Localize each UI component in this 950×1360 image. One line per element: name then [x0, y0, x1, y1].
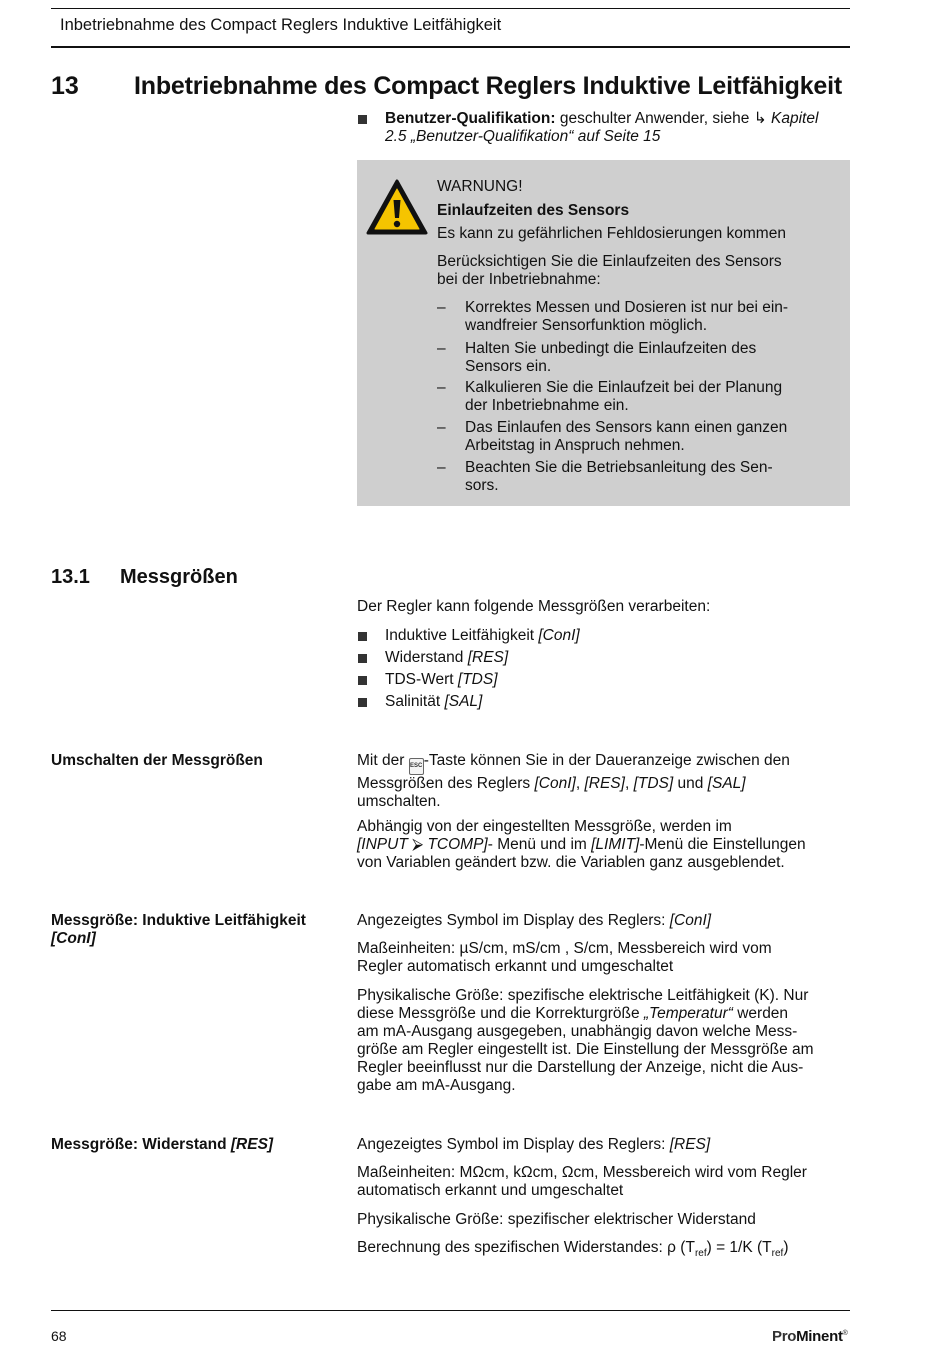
- bullet-square-icon: [358, 676, 367, 685]
- resistance-formula: Berechnung des spezifischen Widerstandes: ρ $(T_{ref}) = 1/K$ $(T_{ref})$: [357, 1239, 789, 1260]
- qualification-label: Benutzer-Qualifikation:: [385, 110, 556, 127]
- link-arrow-icon: ↳: [753, 110, 767, 127]
- page-number: 68: [51, 1328, 67, 1344]
- warning-intro-line2: bei der Inbetriebnahme:: [437, 271, 601, 288]
- warning-subheading: Einlaufzeiten des Sensors: [437, 202, 630, 219]
- section-title: Messgrößen: [120, 566, 238, 588]
- bullet-square-icon: [358, 115, 367, 124]
- bullet-square-icon: [358, 698, 367, 707]
- footer-rule: [51, 1310, 850, 1311]
- section-intro: Der Regler kann folgende Messgrößen verarbeiten:: [357, 598, 711, 615]
- chapter-number: 13: [51, 72, 79, 100]
- header-top-rule: [51, 8, 850, 9]
- resistance-symbol: Angezeigtes Symbol im Display des Reglers: [RES]: [357, 1136, 711, 1153]
- running-header: Inbetriebnahme des Compact Reglers Induktive Leitfähigkeit: [60, 16, 502, 34]
- warning-intro-line1: Berücksichtigen Sie die Einlaufzeiten des Sensors: [437, 253, 782, 270]
- warning-triangle-icon: [365, 178, 429, 236]
- esc-key-icon: ESC: [409, 758, 424, 775]
- switching-paragraph-2: Abhängig von der eingestellten Messgröße, werden im [INPUT ⮚ TCOMP]- Menü und im [LIMIT]-Menü die Einstellungen von Variablen geändert bzw. die Variablen ganz ausgeblendet.: [357, 818, 806, 871]
- brand-logo: ProMinent®: [772, 1328, 848, 1345]
- side-label-switching: Umschalten der Messgrößen: [51, 752, 263, 769]
- bullet-square-icon: [358, 632, 367, 641]
- resistance-units: Maßeinheiten: MΩcm, kΩcm, Ωcm, Messbereich wird vom Regler automatisch erkannt und umgeschaltet: [357, 1164, 807, 1199]
- section-number: 13.1: [51, 566, 90, 588]
- warning-consequence: Es kann zu gefährlichen Fehldosierungen kommen: [437, 225, 786, 242]
- resistance-physics: Physikalische Größe: spezifischer elektrischer Widerstand: [357, 1211, 756, 1228]
- menu-arrow-icon: ⮚: [412, 836, 424, 853]
- side-label-resistance: Messgröße: Widerstand [RES]: [51, 1136, 274, 1153]
- chapter-title: Inbetriebnahme des Compact Reglers Induktive Leitfähigkeit: [134, 72, 843, 100]
- side-label-conductivity: Messgröße: Induktive Leitfähigkeit [ConI]: [51, 912, 306, 947]
- switching-paragraph: Mit der ESC-Taste können Sie in der Daueranzeige zwischen den Messgrößen des Reglers [ConI], [RES], [TDS] und [SAL] umschalten.: [357, 752, 790, 810]
- header-bottom-rule: [51, 46, 850, 48]
- conductivity-symbol: Angezeigtes Symbol im Display des Reglers: [ConI]: [357, 912, 712, 929]
- warning-heading: WARNUNG!: [437, 178, 523, 195]
- chapter-link-line2[interactable]: 2.5 „Benutzer-Qualifikation“ auf Seite 15: [385, 128, 661, 145]
- chapter-link[interactable]: Kapitel: [766, 110, 819, 127]
- conductivity-physics: Physikalische Größe: spezifische elektrische Leitfähigkeit (Κ). Nur diese Messgröße und die Korrekturgröße „Temperatur“ werden am mA-Ausgang ausgegeben, unabhängig davon welche Mess- größe am Regler eingestellt ist. Die Einstellung der Messgröße am Regler beeinflusst nur die Darstellung der Anzeige, nicht die Aus- gabe am mA-Ausgang.: [357, 987, 814, 1094]
- qualification-text: geschulter Anwender, siehe: [555, 110, 754, 127]
- bullet-square-icon: [358, 654, 367, 663]
- conductivity-units: Maßeinheiten: µS/cm, mS/cm , S/cm, Messbereich wird vom Regler automatisch erkannt und umgeschaltet: [357, 940, 772, 975]
